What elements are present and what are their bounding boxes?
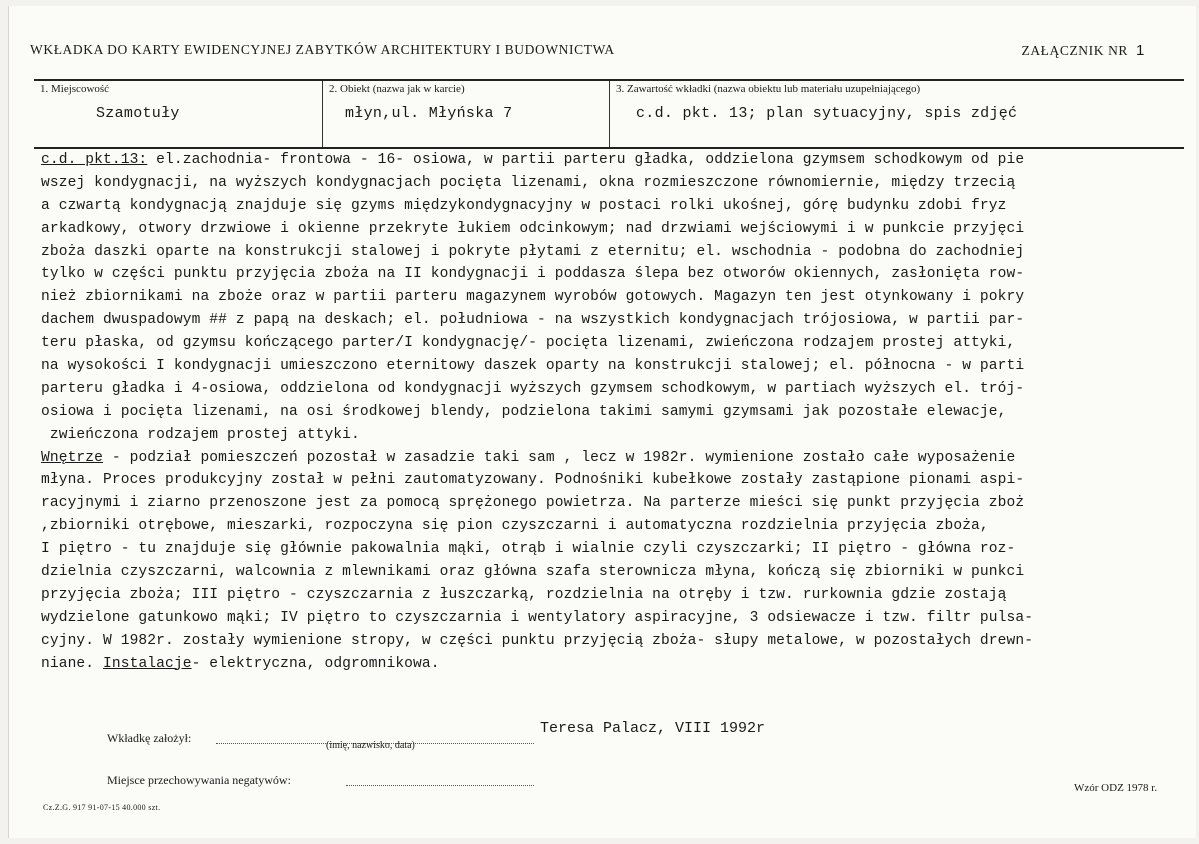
text-line: nież zbiornikami na zboże oraz w partii parteru magazynem wyrobów gotowych. Magazyn ten jest otynkowany i pokry [41, 289, 1025, 306]
text-line: dachem dwuspadowym ## z papą na deskach; el. południowa - na wszystkich kondygnacjach trójosiowa, w partii par- [41, 312, 1025, 329]
created-by-hint: (imię, nazwisko, data) [326, 740, 415, 751]
text-line: osiowa i pocięta lizenami, na osi środkowej blendy, podzielona takimi samymi gzymsami jak pozostałe elewacje, [41, 403, 1007, 420]
text-line: dzielnia czyszczarni, walcownia z mlewnikami oraz główna szafa sterownicza młyna, kończą się zbiorniki w punkci [41, 564, 1025, 581]
section-heading-installations: Instalacje [103, 655, 192, 672]
form-fields [34, 79, 1184, 149]
description-text [41, 149, 1191, 675]
text-line: parteru gładka i 4-osiowa, oddzielona od kondygnacji wyższych gzymsem schodkowym, w partiach wyższych el. trój- [41, 380, 1025, 397]
text-line: zwieńczona rodzajem prostej attyki. [41, 426, 360, 443]
created-by-label: Wkładkę założył: [107, 731, 192, 745]
field-contents-value: c.d. pkt. 13; plan sytuacyjny, spis zdjęć [636, 105, 1018, 122]
section-heading-interior: Wnętrze [41, 449, 104, 466]
text-line: arkadkowy, otwory drzwiowe i okienne przekryte łukiem odcinkowym; nad drzwiami wejściowymi i w punkcie przyjęci [41, 220, 1025, 237]
negatives-label: Miejsce przechowywania negatywów: [107, 773, 291, 787]
field-object [322, 81, 610, 147]
field-contents [609, 81, 1185, 147]
annex-number: 1 [1136, 42, 1145, 59]
text-line: c.d. pkt.13: el.zachodnia- frontowa - 16- osiowa, w partii parteru gładka, oddzielona gzymsem schodkowym od pie [41, 152, 1025, 168]
field-locality [34, 81, 322, 147]
text-line: ,zbiorniki otrębowe, mieszarki, rozpoczyna się pion czyszczarni i automatyczna rozdzielnia przyjęcia zboża, [41, 518, 989, 535]
text-line: tylko w części punktu przyjęcia zboża na II kondygnacji i poddasza ślepa bez otworów okiennych, zasłonięta row- [41, 266, 1025, 283]
text-line: na wysokości I kondygnacji umieszczono eternitowy daszek oparty na konstrukcji stalowej; el. północna - w parti [41, 358, 1025, 375]
text-line: wszej kondygnacji, na wyższych kondygnacjach pocięta lizenami, okna rozmieszczone równomiernie, między trzecią [41, 174, 1016, 191]
field-locality-value: Szamotuły [96, 105, 180, 122]
text-line: młyna. Proces produkcyjny został w pełni zautomatyzowany. Podnośniki kubełkowe zostały zastąpione pionami aspi- [41, 472, 1025, 489]
field-object-label: 2. Obiekt (nazwa jak w karcie) [329, 83, 465, 95]
field-locality-label: 1. Miejscowość [40, 83, 110, 95]
print-note: Cz.Z.G. 917 91-07-15 40.000 szt. [43, 803, 161, 812]
text-line: teru płaska, od gzymsu kończącego parter/I kondygnację/- pocięta lizenami, zwieńczona rodzajem prostej attyki, [41, 335, 1016, 352]
field-object-value: młyn,ul. Młyńska 7 [345, 105, 513, 122]
form-template-note: Wzór ODZ 1978 r. [1074, 782, 1158, 794]
text-line: racyjnymi i ziarno przenoszone jest za pomocą sprężonego powietrza. Na parterze mieści się punkt przyjęcia zboż [41, 495, 1025, 512]
field-contents-label: 3. Zawartość wkładki (nazwa obiektu lub materiału uzupełniającego) [616, 83, 921, 95]
text-line: niane. Instalacje- elektryczna, odgromnikowa. [41, 655, 440, 672]
section-heading-continuation: c.d. pkt.13: [41, 152, 148, 168]
text-line: cyjny. W 1982r. zostały wymienione stropy, w części punktu przyjęcią zboża- słupy metalowe, w pozostałych drewn- [41, 632, 1034, 649]
text-line: Wnętrze - podział pomieszczeń pozostał w zasadzie taki sam , lecz w 1982r. wymienione zostało całe wyposażenie [41, 449, 1016, 466]
text-line: a czwartą kondygnacją znajduje się gzyms międzykondygnacyjny w postaci rolki ukośnej, górę budynku zdobi fryz [41, 197, 1007, 214]
text-line: wydzielone gatunkowo mąki; IV piętro to czyszczarnia i wentylatory aspiracyjne, 3 odsiewacze i tzw. filtr pulsa- [41, 609, 1034, 626]
text-line: przyjęcia zboża; III piętro - czyszczarnia z łuszczarką, rozdzielnia na otręby i tzw. rurkownia gdzie zostają [41, 586, 1007, 603]
text-line: I piętro - tu znajduje się głównie pakowalnia mąki, otrąb i wialnie czyli czyszczarki; II piętro - główna roz- [41, 541, 1016, 558]
author-signature: Teresa Palacz, VIII 1992r [540, 720, 766, 737]
annex-label: ZAŁĄCZNIK NR 1 [1021, 42, 1145, 59]
form-title: WKŁADKA DO KARTY EWIDENCYJNEJ ZABYTKÓW ARCHITEKTURY I BUDOWNICTWA [30, 42, 615, 57]
text-line: zboża daszki oparte na konstrukcji stalowej i pokryte płytami z eternitu; el. wschodnia - podobna do zachodniej [41, 243, 1025, 260]
